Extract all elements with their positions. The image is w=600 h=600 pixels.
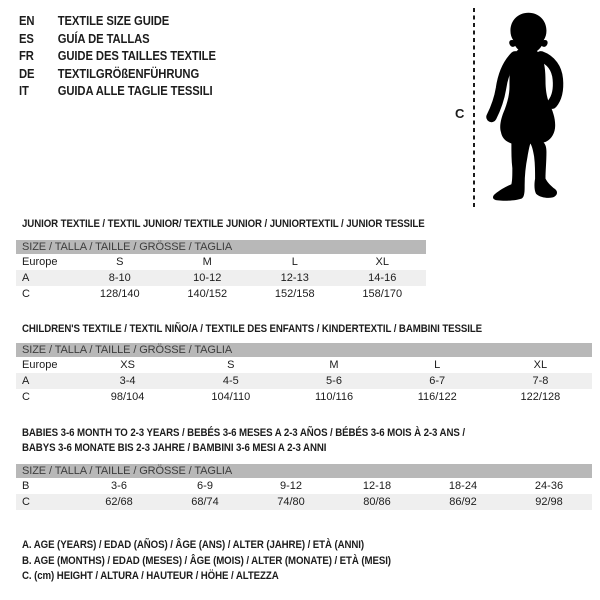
language-label: TEXTILGRÖßENFÜHRUNG (57, 66, 200, 81)
size-value: 10-12 (193, 272, 222, 284)
note-line-a: A. AGE (YEARS) / EDAD (AÑOS) / ÂGE (ANS) / ALTER (JAHRE) / ETÀ (ANNI) (22, 539, 365, 551)
size-value: L (291, 256, 298, 268)
silhouette-head (509, 13, 547, 54)
size-value: 128/140 (99, 288, 140, 300)
size-table-babies (16, 464, 592, 510)
row-label: B (22, 480, 30, 492)
size-value: 7-8 (532, 375, 549, 387)
size-value: 122/128 (520, 391, 561, 403)
language-code: ES (19, 31, 34, 46)
size-value: 86/92 (449, 496, 477, 508)
size-value: L (434, 359, 441, 371)
language-label: GUIDE DES TAILLES TEXTILE (57, 49, 216, 63)
size-value: 116/122 (417, 391, 457, 403)
size-value: S (227, 359, 235, 371)
size-header-bar: SIZE / TALLA / TAILLE / GRÖSSE / TAGLIA (16, 464, 592, 478)
section-title: BABIES 3-6 MONTH TO 2-3 YEARS / BEBÉS 3-6 MESES A 2-3 AÑOS / BÉBÉS 3-6 MOIS À 2-3 ANS / BABYS 3-6 MONATE BIS 2-3 JAHRE / BAMBINI 3-6 MESI A 2-3 ANNI (22, 427, 465, 454)
language-row (19, 31, 216, 49)
row-label: A (22, 272, 30, 284)
row-label: C (22, 391, 30, 403)
size-value: 158/170 (362, 288, 403, 300)
note-line-c: C. (cm) HEIGHT / ALTURA / HAUTEUR / HÖHE / ALTEZZA (22, 570, 279, 582)
size-value: 3-6 (111, 480, 127, 492)
section-title: JUNIOR TEXTILE / TEXTIL JUNIOR/ TEXTILE JUNIOR / JUNIORTEXTIL / JUNIOR TESSILE (22, 218, 425, 230)
toddler-silhouette-icon (483, 8, 572, 207)
size-value: 6-7 (429, 375, 446, 387)
size-value: 92/98 (535, 496, 563, 508)
note-line-b: B. AGE (MONTHS) / EDAD (MESES) / ÂGE (MOIS) / ALTER (MONATE) / ETÀ (MESI) (22, 554, 391, 567)
size-value: 68/74 (191, 496, 219, 508)
table-row (16, 270, 426, 286)
language-row (19, 13, 216, 31)
size-table-junior (16, 240, 426, 302)
size-header-bar: SIZE / TALLA / TAILLE / GRÖSSE / TAGLIA (16, 343, 592, 357)
table-row (16, 286, 426, 302)
size-value: 18-24 (448, 480, 478, 492)
table-row (16, 478, 592, 494)
size-value: 8-10 (108, 272, 131, 284)
size-value: 62/68 (105, 496, 133, 508)
table-body (16, 478, 592, 510)
size-value: 12-13 (280, 272, 309, 284)
table-row (16, 494, 592, 510)
height-measure-line (472, 8, 476, 207)
table-row (16, 373, 592, 389)
size-value: 5-6 (326, 375, 342, 387)
size-value: 3-4 (119, 375, 136, 387)
row-label: C (22, 496, 30, 508)
size-value: 98/104 (110, 391, 145, 403)
size-value: XL (533, 359, 548, 371)
language-row (19, 83, 216, 101)
size-value: 4-5 (222, 375, 239, 387)
size-value: M (202, 256, 212, 268)
size-value: 152/158 (274, 288, 315, 300)
language-code: FR (19, 49, 34, 63)
table-row (16, 254, 426, 270)
size-table-children (16, 343, 592, 405)
section-title: CHILDREN'S TEXTILE / TEXTIL NIÑO/A / TEXTILE DES ENFANTS / KINDERTEXTIL / BAMBINI TESSILE (22, 323, 483, 335)
size-value: 140/152 (187, 288, 228, 300)
measure-label-c: C (455, 106, 465, 121)
size-value: 110/116 (314, 391, 354, 403)
size-value: S (116, 256, 124, 268)
row-label: C (22, 288, 30, 300)
language-code: DE (19, 66, 35, 81)
language-header (19, 13, 238, 101)
table-body (16, 357, 592, 405)
size-value: 74/80 (277, 496, 305, 508)
language-label: GUÍA DE TALLAS (57, 31, 150, 46)
table-row (16, 389, 592, 405)
table-body (16, 254, 426, 302)
size-value: 24-36 (534, 480, 564, 492)
size-value: 12-18 (362, 480, 392, 492)
size-value: 6-9 (197, 480, 213, 492)
row-label: A (22, 375, 30, 387)
row-label: Europe (22, 256, 58, 268)
language-code: IT (19, 84, 29, 98)
language-row (19, 66, 216, 84)
size-value: XL (375, 256, 389, 268)
size-value: 14-16 (368, 272, 397, 284)
language-code: EN (19, 14, 35, 28)
row-label: Europe (22, 359, 58, 371)
legend-notes (22, 538, 441, 585)
language-label: GUIDA ALLE TAGLIE TESSILI (57, 84, 213, 98)
size-header-bar: SIZE / TALLA / TAILLE / GRÖSSE / TAGLIA (16, 240, 426, 254)
size-value: 80/86 (363, 496, 391, 508)
size-value: 9-12 (279, 480, 303, 492)
size-value: XS (120, 359, 135, 371)
language-label: TEXTILE SIZE GUIDE (57, 14, 170, 28)
table-row (16, 357, 592, 373)
size-value: 104/110 (211, 391, 251, 403)
language-row (19, 48, 216, 66)
size-value: M (329, 359, 339, 371)
